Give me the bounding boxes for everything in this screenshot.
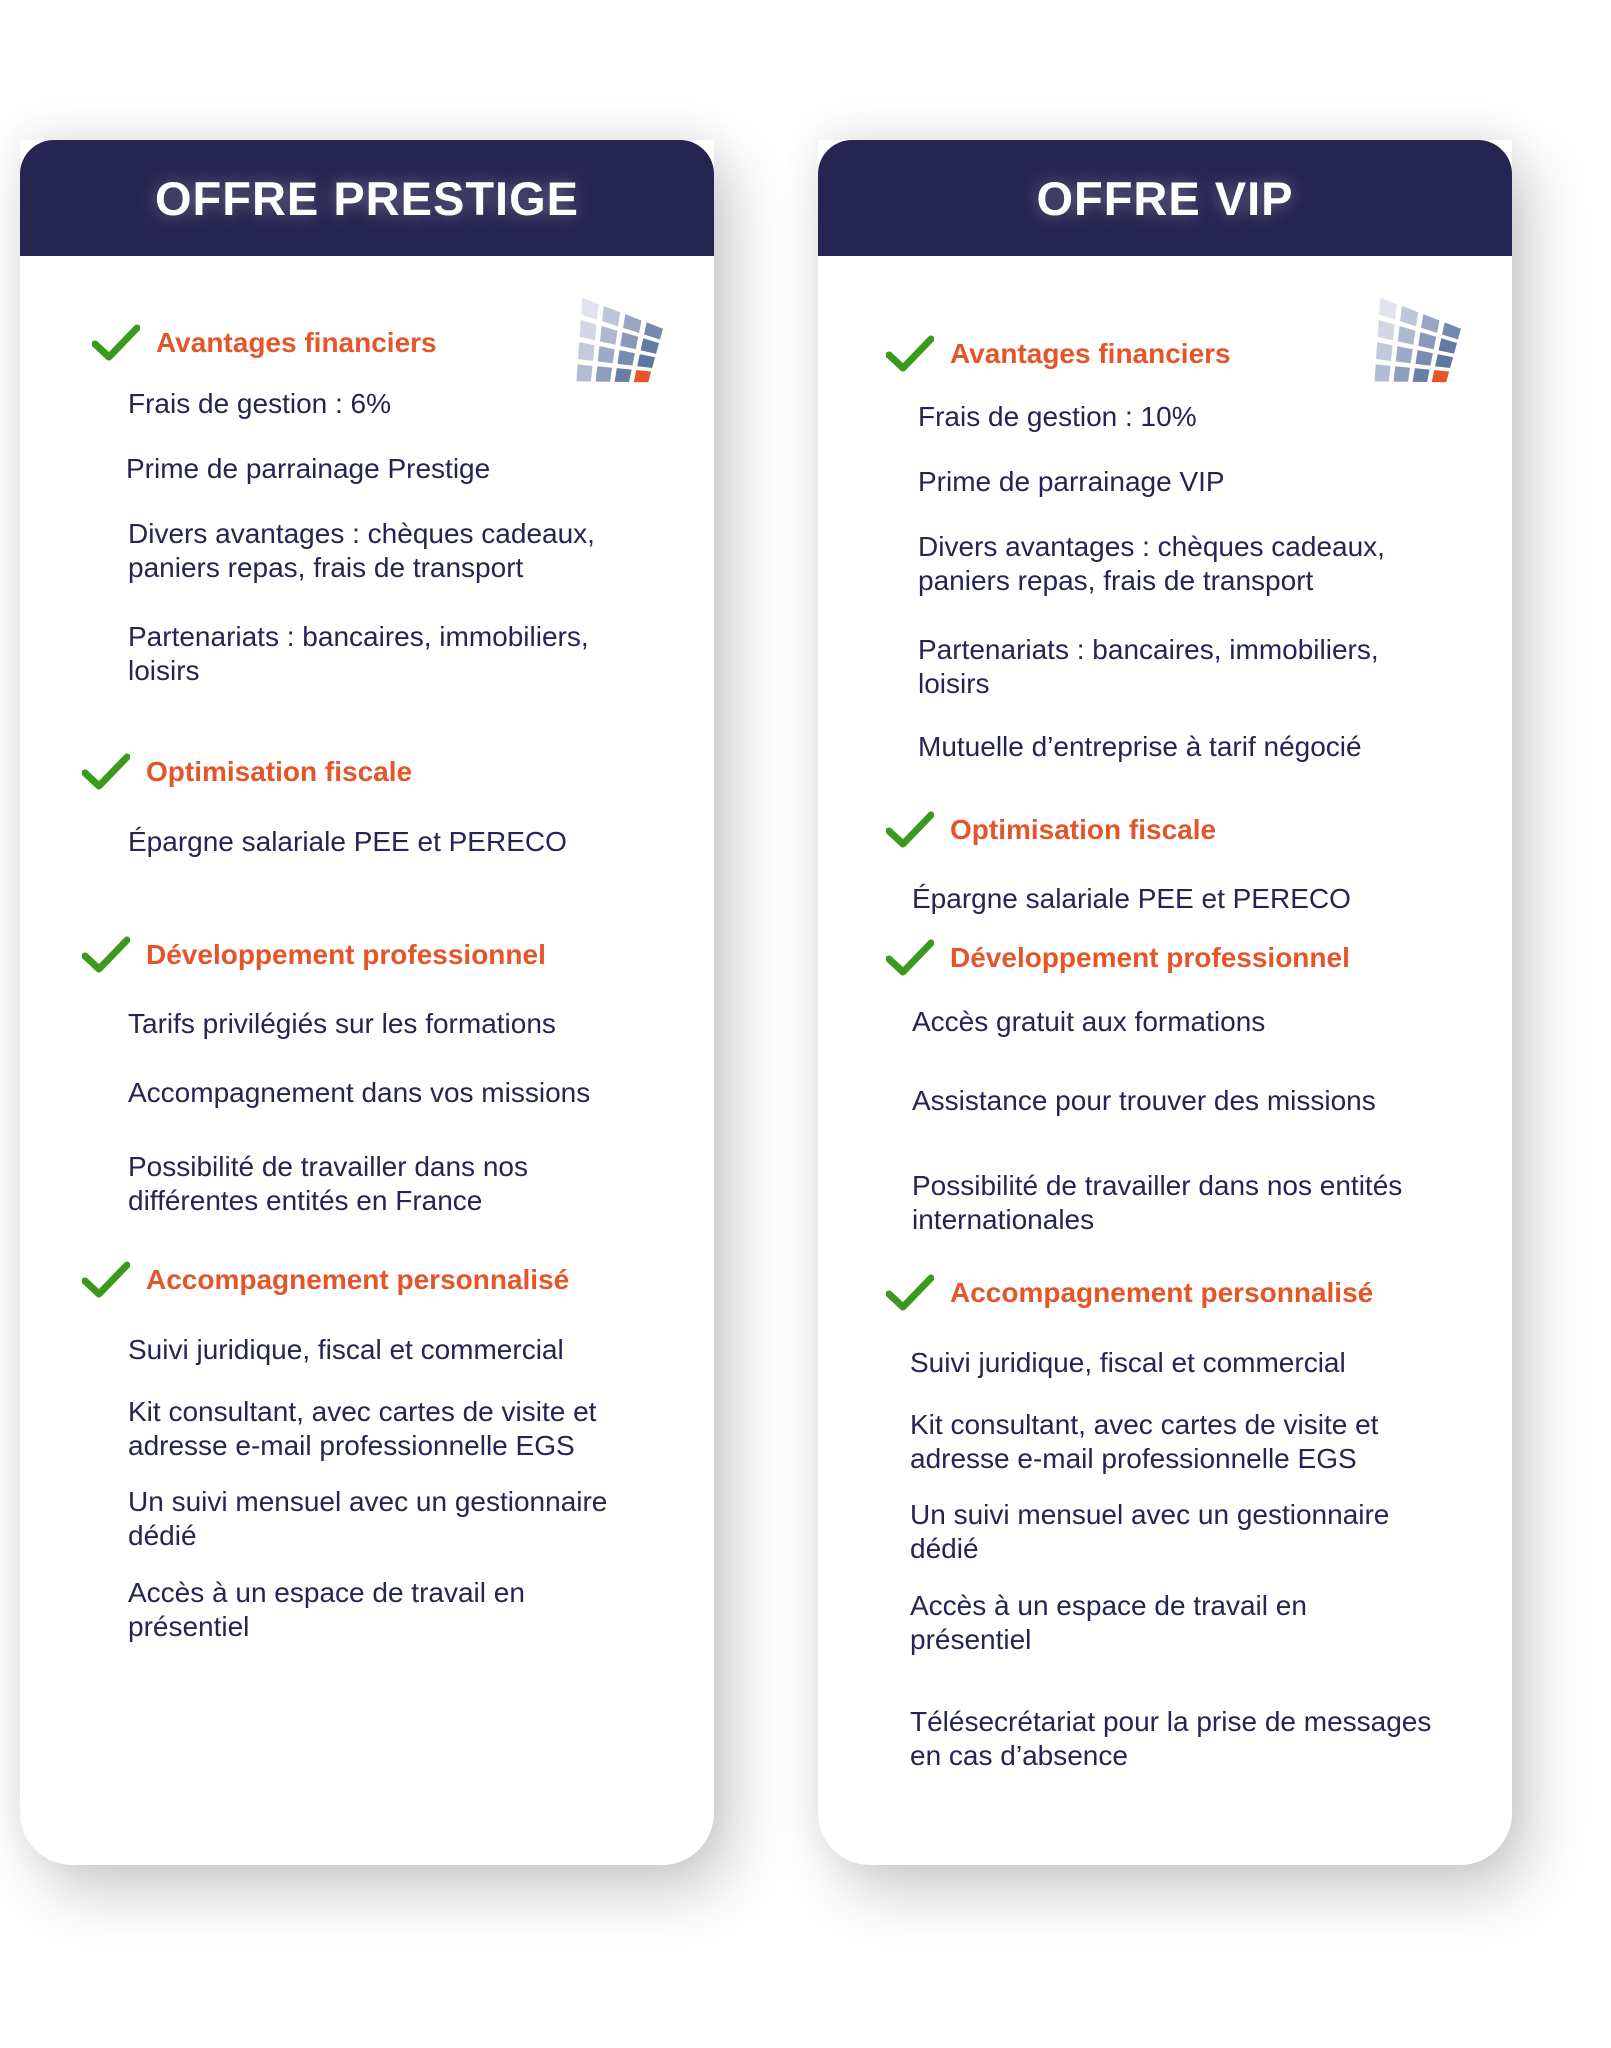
section-label: Avantages financiers [156, 327, 437, 358]
logo-tile [634, 370, 651, 382]
logo-tile [1418, 332, 1436, 349]
logo-tile [637, 354, 655, 368]
section-title-optimisation-fiscale [886, 810, 1216, 850]
checkmark-icon [886, 334, 934, 374]
checkmark-icon [886, 810, 934, 850]
logo-tile [576, 364, 592, 381]
section-label: Optimisation fiscale [950, 814, 1217, 845]
list-item: Tarifs privilégiés sur les formations [128, 1008, 556, 1039]
list-item: Épargne salariale PEE et PERECO [912, 883, 1351, 914]
list-item: Mutuelle d’entreprise à tarif négocié [918, 731, 1362, 762]
offer-card-prestige [20, 140, 714, 1865]
list-item: Un suivi mensuel avec un gestionnaire dédié [128, 1486, 608, 1551]
section-label: Développement professionnel [950, 942, 1350, 973]
logo-tile [1398, 326, 1415, 345]
logo-tile [1415, 350, 1432, 365]
list-item: Frais de gestion : 10% [918, 401, 1197, 432]
list-item: Possibilité de travailler dans nos différentes entités en France [128, 1151, 528, 1216]
list-item: Accompagnement dans vos missions [128, 1077, 591, 1108]
logo-tile [581, 298, 598, 320]
list-item: Partenariats : bancaires, immobiliers, loisirs [918, 634, 1379, 699]
logo-tile [602, 306, 620, 326]
checkmark-icon [886, 1273, 934, 1313]
logo-tile [578, 342, 595, 361]
checkmark-icon [82, 752, 130, 792]
logo-tile [1435, 354, 1453, 368]
logo-tile [596, 366, 613, 381]
section-label: Développement professionnel [146, 939, 546, 970]
logo-tile [1374, 364, 1390, 381]
logo-tile [1379, 298, 1396, 320]
list-item: Prime de parrainage VIP [918, 466, 1225, 497]
grid-logo-icon [572, 290, 672, 390]
list-item: Télésecrétariat pour la prise de messages en cas d’absence [910, 1706, 1432, 1771]
logo-tile [1413, 368, 1430, 382]
section-label: Accompagnement personnalisé [146, 1264, 570, 1295]
checkmark-icon [92, 323, 140, 363]
list-item: Kit consultant, avec cartes de visite et adresse e-mail professionnelle EGS [128, 1396, 597, 1461]
logo-tile [1421, 314, 1439, 333]
list-item: Frais de gestion : 6% [128, 388, 392, 419]
section-title-avantages-financiers [886, 334, 1231, 374]
logo-tile [1396, 346, 1413, 363]
logo-tile [600, 326, 617, 345]
logo-tile [1439, 338, 1457, 353]
logo-tile [1378, 320, 1395, 340]
list-item: Partenariats : bancaires, immobiliers, loisirs [128, 621, 589, 686]
card-title: OFFRE PRESTIGE [155, 171, 579, 225]
list-item: Accès à un espace de travail en présentiel [128, 1577, 525, 1642]
list-item: Un suivi mensuel avec un gestionnaire dédié [910, 1499, 1390, 1564]
list-item: Accès gratuit aux formations [912, 1006, 1266, 1037]
section-title-developpement-professionnel [886, 938, 1350, 978]
list-item: Suivi juridique, fiscal et commercial [128, 1334, 564, 1365]
logo-tile [1394, 366, 1411, 381]
logo-tile [644, 322, 663, 339]
list-item: Suivi juridique, fiscal et commercial [910, 1347, 1346, 1378]
list-item: Assistance pour trouver des missions [912, 1085, 1376, 1116]
checkmark-icon [82, 935, 130, 975]
list-item: Divers avantages : chèques cadeaux, paniers repas, frais de transport [128, 518, 595, 583]
section-title-optimisation-fiscale [82, 752, 412, 792]
checkmark-icon [886, 938, 934, 978]
logo-tile [615, 368, 632, 382]
logo-tile [641, 338, 659, 353]
section-title-avantages-financiers [92, 323, 437, 363]
logo-tile [1432, 370, 1449, 382]
card-header [20, 140, 714, 256]
list-item: Épargne salariale PEE et PERECO [128, 826, 567, 857]
list-item: Accès à un espace de travail en présentiel [910, 1590, 1307, 1655]
card-title: OFFRE VIP [1036, 171, 1294, 225]
logo-tile [623, 314, 641, 333]
list-item: Prime de parrainage Prestige [126, 453, 491, 484]
logo-tile [598, 346, 615, 363]
logo-tile [580, 320, 597, 340]
logo-tile [1442, 322, 1461, 339]
list-item: Possibilité de travailler dans nos entités internationales [912, 1170, 1403, 1235]
grid-logo-icon [1370, 290, 1470, 390]
section-title-developpement-professionnel [82, 935, 546, 975]
card-header [818, 140, 1512, 256]
offer-card-vip [818, 140, 1512, 1865]
section-label: Avantages financiers [950, 338, 1231, 369]
list-item: Divers avantages : chèques cadeaux, paniers repas, frais de transport [918, 531, 1385, 596]
logo-tile [1400, 306, 1418, 326]
section-title-accompagnement-personnalise [886, 1273, 1373, 1313]
section-title-accompagnement-personnalise [82, 1260, 569, 1300]
logo-tile [1376, 342, 1393, 361]
logo-tile [617, 350, 634, 365]
section-label: Optimisation fiscale [146, 756, 413, 787]
list-item: Kit consultant, avec cartes de visite et adresse e-mail professionnelle EGS [910, 1409, 1379, 1474]
checkmark-icon [82, 1260, 130, 1300]
section-label: Accompagnement personnalisé [950, 1277, 1374, 1308]
logo-tile [620, 332, 638, 349]
